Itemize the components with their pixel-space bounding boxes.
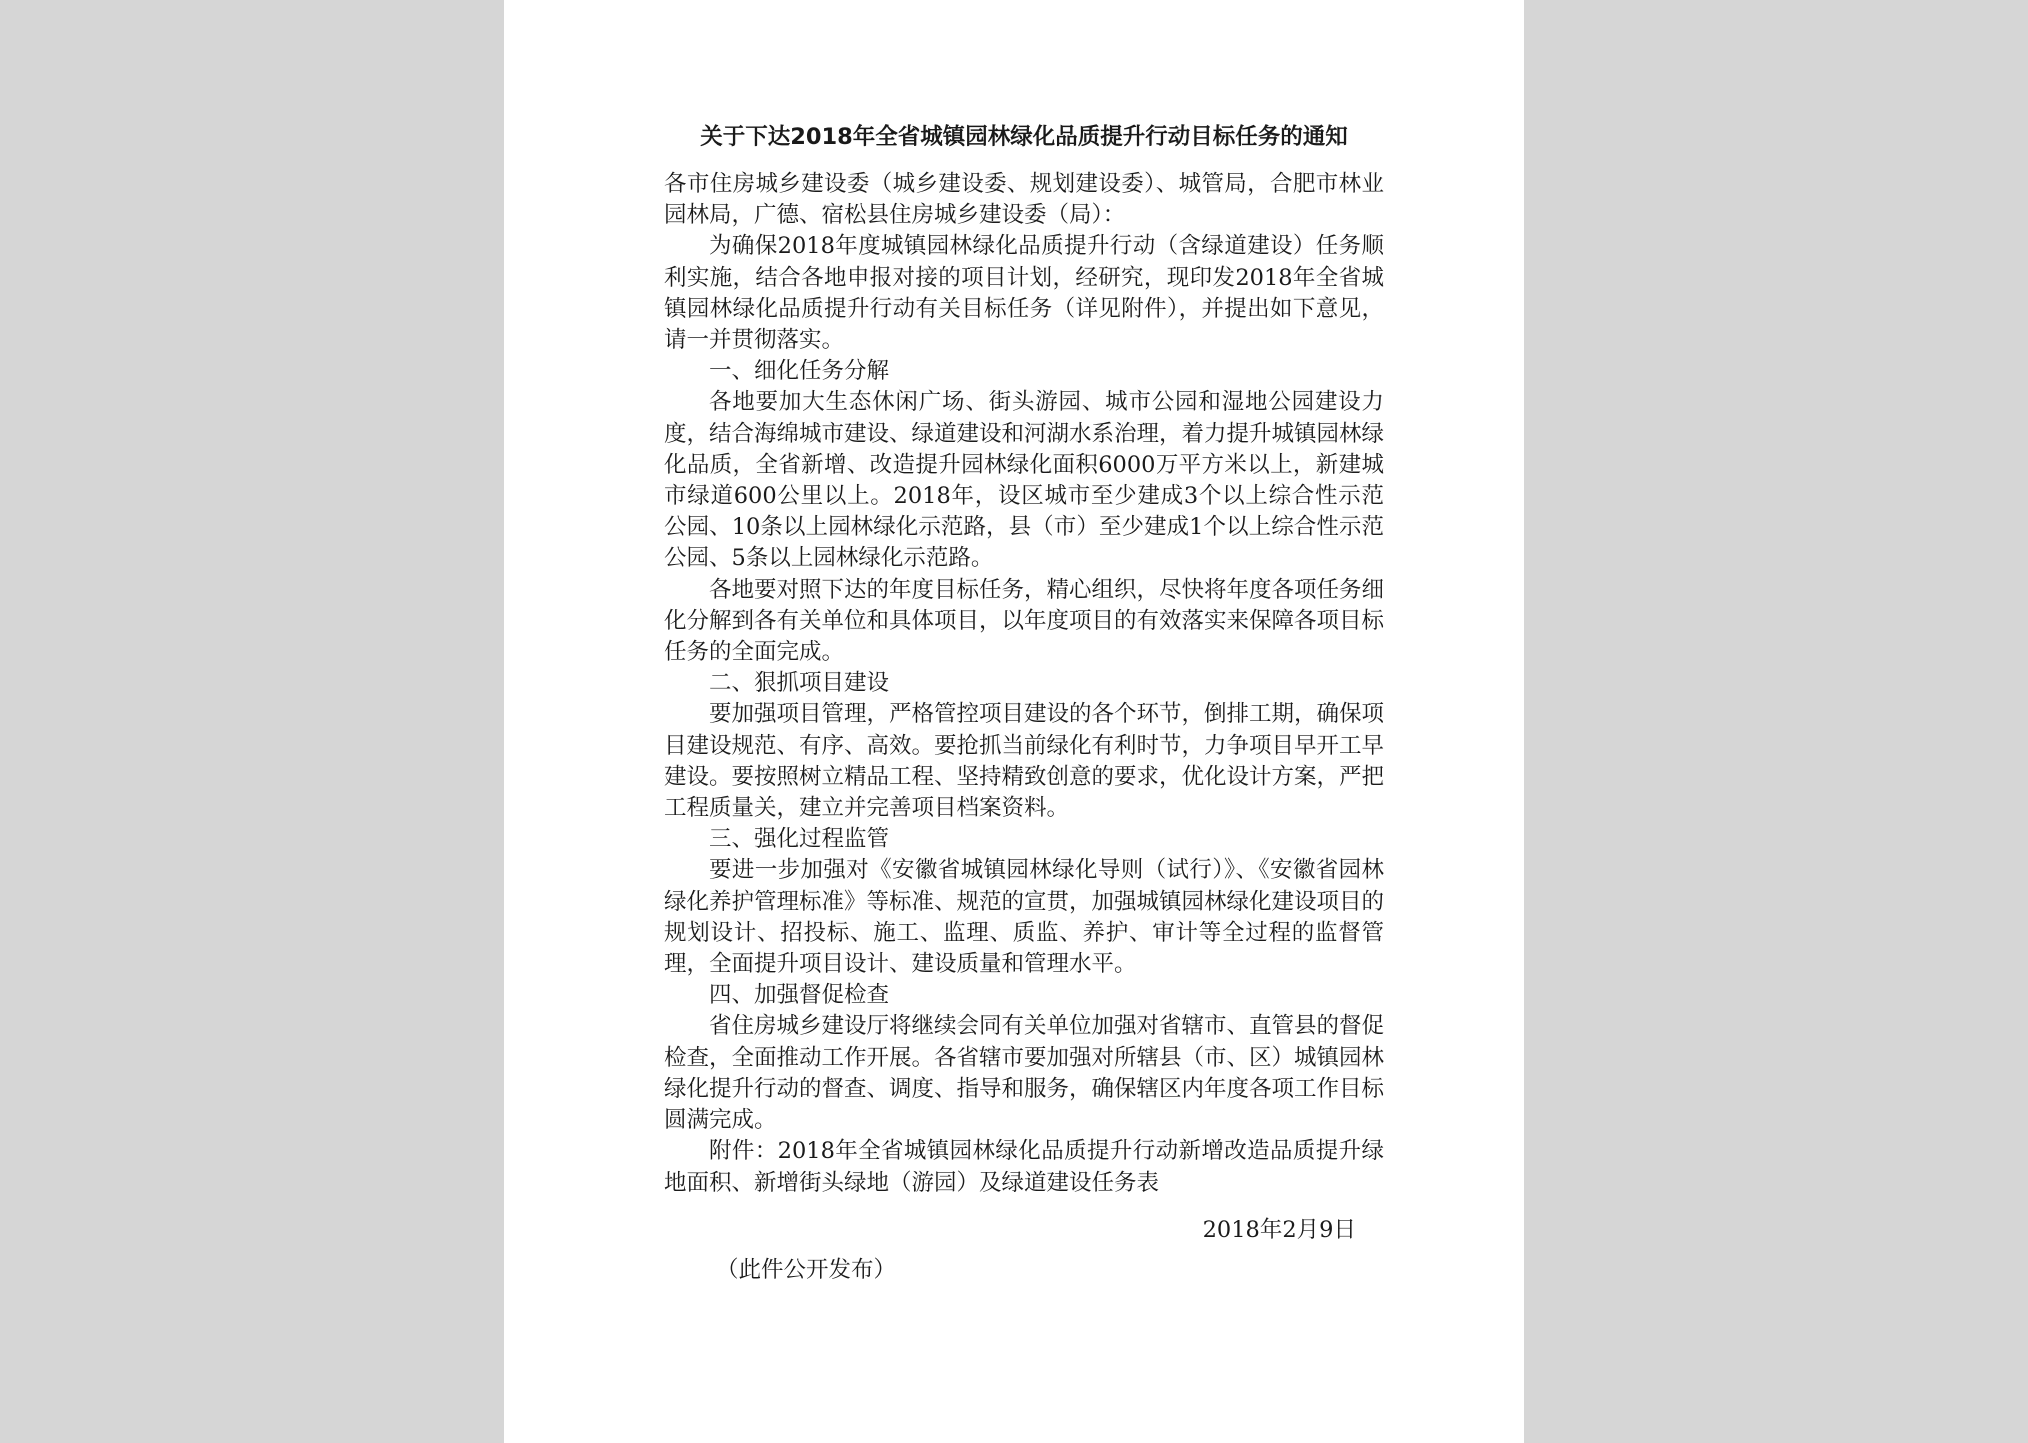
attachment-note: 附件：2018年全省城镇园林绿化品质提升行动新增改造品质提升绿地面积、新增街头绿地（游园）及绿道建设任务表: [664, 1138, 1384, 1196]
section3-paragraph1: 要进一步加强对《安徽省城镇园林绿化导则（试行）》、《安徽省园林绿化养护管理标准》等标准、规范的宣贯，加强城镇园林绿化建设项目的规划设计、招投标、施工、监理、质监、养护、审计等全过程的监督管理，全面提升项目设计、建设质量和管理水平。: [664, 857, 1385, 978]
section2-paragraph1: 要加强项目管理，严格管控项目建设的各个环节，倒排工期，确保项目建设规范、有序、高效。要抢抓当前绿化有利时节，力争项目早开工早建设。要按照树立精品工程、坚持精致创意的要求，优化设计方案，严把工程质量关，建立并完善项目档案资料。: [664, 701, 1385, 822]
section2-heading: 二、狠抓项目建设: [709, 670, 890, 697]
section1-paragraph2: 各地要对照下达的年度目标任务，精心组织，尽快将年度各项任务细化分解到各有关单位和具体项目，以年度项目的有效落实来保障各项目标任务的全面完成。: [664, 576, 1385, 666]
section3-heading: 三、强化过程监管: [709, 826, 890, 853]
document-date: 2018年2月9日: [1202, 1216, 1356, 1243]
section4-paragraph1: 省住房城乡建设厅将继续会同有关单位加强对省辖市、直管县的督促检查，全面推动工作开展。各省辖市要加强对所辖县（市、区）城镇园林绿化提升行动的督查、调度、指导和服务，确保辖区内年度各项工作目标圆满完成。: [664, 1013, 1385, 1134]
intro-paragraph: 为确保2018年度城镇园林绿化品质提升行动（含绿道建设）任务顺利实施，结合各地申报对接的项目计划，经研究，现印发2018年全省城镇园林绿化品质提升行动有关目标任务（详见附件），并提出如下意见，请一并贯彻落实。: [664, 233, 1384, 354]
document-page: [504, 0, 1524, 1443]
section1-paragraph1: 各地要加大生态休闲广场、街头游园、城市公园和湿地公园建设力度，结合海绵城市建设、绿道建设和河湖水系治理，着力提升城镇园林绿化品质，全省新增、改造提升园林绿化面积6000万平方米以上，新建城市绿道600公里以上。2018年，设区城市至少建成3个以上综合性示范公园、10条以上园林绿化示范路，县（市）至少建成1个以上综合性示范公园、5条以上园林绿化示范路。: [664, 389, 1385, 572]
section4-heading: 四、加强督促检查: [709, 982, 890, 1009]
document-body: [664, 115, 1384, 1286]
section1-heading: 一、细化任务分解: [709, 358, 890, 385]
document-title: 关于下达2018年全省城镇园林绿化品质提升行动目标任务的通知: [700, 124, 1348, 150]
addressee: 各市住房城乡建设委（城乡建设委、规划建设委）、城管局，合肥市林业园林局，广德、宿松县住房城乡建设委（局）：: [664, 171, 1384, 229]
publish-note: （此件公开发布）: [716, 1256, 897, 1283]
